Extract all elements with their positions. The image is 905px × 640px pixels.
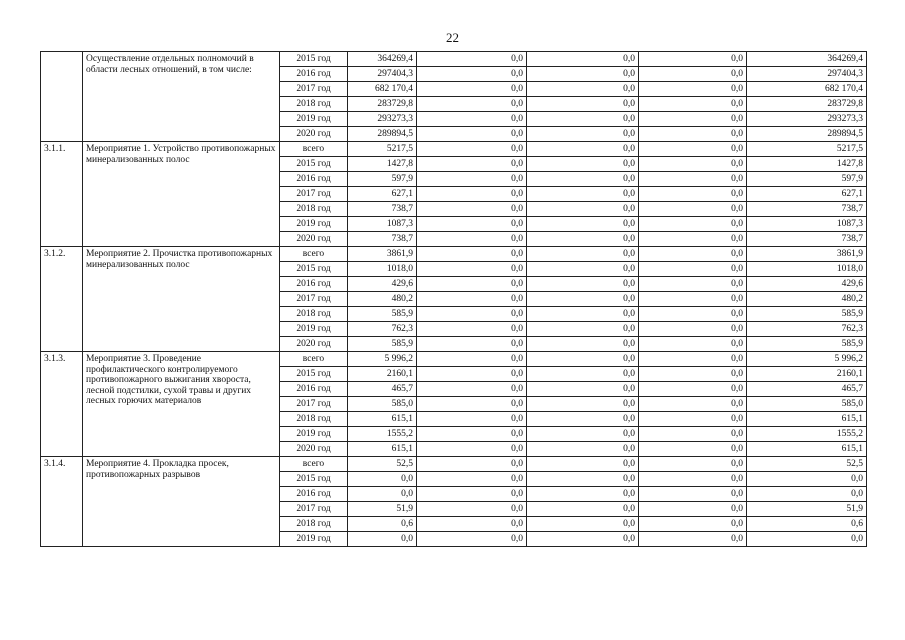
value-cell: 0,0 (348, 472, 417, 487)
value-cell: 0,0 (527, 187, 639, 202)
item-description: Мероприятие 4. Прокладка просек, противопожарных разрывов (83, 457, 280, 547)
value-cell: 0,0 (527, 217, 639, 232)
value-cell: 0,0 (348, 487, 417, 502)
period-cell: 2016 год (280, 382, 348, 397)
row-total-cell: 5 996,2 (747, 352, 867, 367)
value-cell: 0,0 (417, 277, 527, 292)
period-cell: 2019 год (280, 532, 348, 547)
period-cell: 2016 год (280, 277, 348, 292)
value-cell: 0,0 (417, 217, 527, 232)
value-cell: 0,0 (417, 127, 527, 142)
value-cell: 0,0 (417, 412, 527, 427)
value-cell: 0,0 (639, 232, 747, 247)
value-cell: 52,5 (348, 457, 417, 472)
value-cell: 0,0 (527, 202, 639, 217)
value-cell: 615,1 (348, 442, 417, 457)
value-cell: 0,0 (527, 142, 639, 157)
value-cell: 283729,8 (348, 97, 417, 112)
value-cell: 2160,1 (348, 367, 417, 382)
value-cell: 0,0 (417, 112, 527, 127)
value-cell: 5217,5 (348, 142, 417, 157)
value-cell: 0,0 (527, 337, 639, 352)
value-cell: 0,0 (417, 472, 527, 487)
value-cell: 0,0 (348, 532, 417, 547)
row-total-cell: 2160,1 (747, 367, 867, 382)
value-cell: 0,0 (417, 487, 527, 502)
row-total-cell: 762,3 (747, 322, 867, 337)
period-cell: всего (280, 352, 348, 367)
period-cell: 2016 год (280, 172, 348, 187)
value-cell: 0,0 (417, 82, 527, 97)
period-cell: 2020 год (280, 442, 348, 457)
value-cell: 0,0 (527, 262, 639, 277)
row-total-cell: 597,9 (747, 172, 867, 187)
value-cell: 0,0 (527, 427, 639, 442)
value-cell: 0,0 (417, 337, 527, 352)
value-cell: 0,0 (639, 52, 747, 67)
item-number: 3.1.3. (41, 352, 83, 457)
value-cell: 0,0 (527, 277, 639, 292)
value-cell: 0,0 (527, 172, 639, 187)
value-cell: 0,0 (417, 352, 527, 367)
row-total-cell: 0,6 (747, 517, 867, 532)
row-total-cell: 1087,3 (747, 217, 867, 232)
period-cell: 2018 год (280, 412, 348, 427)
row-total-cell: 289894,5 (747, 127, 867, 142)
value-cell: 0,0 (527, 232, 639, 247)
value-cell: 0,0 (417, 427, 527, 442)
value-cell: 1087,3 (348, 217, 417, 232)
value-cell: 0,0 (527, 442, 639, 457)
item-number: 3.1.2. (41, 247, 83, 352)
value-cell: 682 170,4 (348, 82, 417, 97)
period-cell: всего (280, 457, 348, 472)
period-cell: 2019 год (280, 427, 348, 442)
value-cell: 480,2 (348, 292, 417, 307)
value-cell: 0,0 (639, 382, 747, 397)
value-cell: 0,0 (417, 97, 527, 112)
period-cell: 2018 год (280, 97, 348, 112)
value-cell: 0,0 (527, 457, 639, 472)
value-cell: 0,0 (639, 202, 747, 217)
value-cell: 0,0 (639, 367, 747, 382)
value-cell: 0,0 (417, 367, 527, 382)
row-total-cell: 615,1 (747, 442, 867, 457)
value-cell: 297404,3 (348, 67, 417, 82)
period-cell: 2017 год (280, 292, 348, 307)
value-cell: 0,6 (348, 517, 417, 532)
value-cell: 0,0 (417, 442, 527, 457)
row-total-cell: 1555,2 (747, 427, 867, 442)
value-cell: 597,9 (348, 172, 417, 187)
value-cell: 0,0 (527, 487, 639, 502)
item-number: 3.1.4. (41, 457, 83, 547)
row-total-cell: 297404,3 (747, 67, 867, 82)
table-row (41, 52, 867, 67)
period-cell: всего (280, 142, 348, 157)
value-cell: 0,0 (417, 157, 527, 172)
period-cell: 2019 год (280, 217, 348, 232)
value-cell: 0,0 (639, 487, 747, 502)
value-cell: 364269,4 (348, 52, 417, 67)
row-total-cell: 5217,5 (747, 142, 867, 157)
value-cell: 0,0 (527, 322, 639, 337)
value-cell: 0,0 (527, 472, 639, 487)
table-row (41, 142, 867, 157)
period-cell: 2015 год (280, 157, 348, 172)
value-cell: 0,0 (527, 307, 639, 322)
value-cell: 1555,2 (348, 427, 417, 442)
table-row (41, 352, 867, 367)
value-cell: 0,0 (639, 322, 747, 337)
period-cell: 2020 год (280, 337, 348, 352)
table-row (41, 247, 867, 262)
value-cell: 585,9 (348, 307, 417, 322)
value-cell: 293273,3 (348, 112, 417, 127)
value-cell: 3861,9 (348, 247, 417, 262)
value-cell: 0,0 (639, 97, 747, 112)
value-cell: 0,0 (639, 247, 747, 262)
value-cell: 0,0 (417, 517, 527, 532)
value-cell: 0,0 (639, 157, 747, 172)
value-cell: 0,0 (639, 292, 747, 307)
value-cell: 0,0 (527, 502, 639, 517)
value-cell: 0,0 (639, 187, 747, 202)
row-total-cell: 293273,3 (747, 112, 867, 127)
value-cell: 627,1 (348, 187, 417, 202)
period-cell: 2016 год (280, 67, 348, 82)
value-cell: 0,0 (417, 457, 527, 472)
period-cell: 2017 год (280, 397, 348, 412)
value-cell: 0,0 (527, 382, 639, 397)
value-cell: 465,7 (348, 382, 417, 397)
value-cell: 738,7 (348, 232, 417, 247)
period-cell: 2018 год (280, 517, 348, 532)
value-cell: 0,0 (639, 307, 747, 322)
value-cell: 0,0 (639, 67, 747, 82)
item-description: Осуществление отдельных полномочий в области лесных отношений, в том числе: (83, 52, 280, 142)
value-cell: 0,0 (527, 517, 639, 532)
value-cell: 429,6 (348, 277, 417, 292)
row-total-cell: 615,1 (747, 412, 867, 427)
row-total-cell: 738,7 (747, 202, 867, 217)
period-cell: 2020 год (280, 127, 348, 142)
value-cell: 0,0 (639, 172, 747, 187)
value-cell: 0,0 (417, 187, 527, 202)
period-cell: 2015 год (280, 367, 348, 382)
row-total-cell: 0,0 (747, 472, 867, 487)
value-cell: 0,0 (527, 127, 639, 142)
value-cell: 0,0 (639, 217, 747, 232)
period-cell: 2018 год (280, 202, 348, 217)
value-cell: 1427,8 (348, 157, 417, 172)
period-cell: 2019 год (280, 112, 348, 127)
row-total-cell: 52,5 (747, 457, 867, 472)
value-cell: 0,0 (639, 262, 747, 277)
row-total-cell: 429,6 (747, 277, 867, 292)
row-total-cell: 585,9 (747, 337, 867, 352)
value-cell: 0,0 (639, 427, 747, 442)
period-cell: 2018 год (280, 307, 348, 322)
value-cell: 0,0 (527, 52, 639, 67)
item-number (41, 52, 83, 142)
item-description: Мероприятие 2. Прочистка противопожарных минерализованных полос (83, 247, 280, 352)
value-cell: 5 996,2 (348, 352, 417, 367)
value-cell: 289894,5 (348, 127, 417, 142)
value-cell: 0,0 (639, 502, 747, 517)
value-cell: 0,0 (527, 397, 639, 412)
value-cell: 0,0 (417, 292, 527, 307)
row-total-cell: 51,9 (747, 502, 867, 517)
period-cell: 2019 год (280, 322, 348, 337)
value-cell: 0,0 (527, 157, 639, 172)
row-total-cell: 627,1 (747, 187, 867, 202)
value-cell: 0,0 (417, 397, 527, 412)
budget-table (40, 51, 867, 547)
row-total-cell: 0,0 (747, 487, 867, 502)
value-cell: 0,0 (639, 142, 747, 157)
value-cell: 615,1 (348, 412, 417, 427)
value-cell: 0,0 (417, 202, 527, 217)
value-cell: 0,0 (527, 352, 639, 367)
value-cell: 585,0 (348, 397, 417, 412)
value-cell: 0,0 (527, 82, 639, 97)
period-cell: 2015 год (280, 262, 348, 277)
value-cell: 0,0 (417, 307, 527, 322)
value-cell: 0,0 (417, 247, 527, 262)
value-cell: 762,3 (348, 322, 417, 337)
value-cell: 0,0 (527, 532, 639, 547)
value-cell: 0,0 (639, 472, 747, 487)
period-cell: 2020 год (280, 232, 348, 247)
value-cell: 0,0 (639, 397, 747, 412)
value-cell: 738,7 (348, 202, 417, 217)
value-cell: 0,0 (417, 502, 527, 517)
period-cell: 2017 год (280, 502, 348, 517)
row-total-cell: 585,0 (747, 397, 867, 412)
value-cell: 0,0 (527, 112, 639, 127)
value-cell: 0,0 (639, 337, 747, 352)
value-cell: 0,0 (417, 142, 527, 157)
value-cell: 0,0 (527, 292, 639, 307)
value-cell: 0,0 (639, 457, 747, 472)
value-cell: 0,0 (417, 262, 527, 277)
table-row (41, 457, 867, 472)
value-cell: 1018,0 (348, 262, 417, 277)
period-cell: всего (280, 247, 348, 262)
value-cell: 0,0 (639, 412, 747, 427)
value-cell: 0,0 (639, 82, 747, 97)
row-total-cell: 283729,8 (747, 97, 867, 112)
period-cell: 2017 год (280, 187, 348, 202)
item-description: Мероприятие 1. Устройство противопожарных минерализованных полос (83, 142, 280, 247)
item-number: 3.1.1. (41, 142, 83, 247)
row-total-cell: 1018,0 (747, 262, 867, 277)
value-cell: 0,0 (527, 97, 639, 112)
value-cell: 51,9 (348, 502, 417, 517)
value-cell: 0,0 (639, 112, 747, 127)
row-total-cell: 682 170,4 (747, 82, 867, 97)
row-total-cell: 3861,9 (747, 247, 867, 262)
value-cell: 585,9 (348, 337, 417, 352)
value-cell: 0,0 (417, 382, 527, 397)
row-total-cell: 364269,4 (747, 52, 867, 67)
row-total-cell: 0,0 (747, 532, 867, 547)
value-cell: 0,0 (639, 532, 747, 547)
budget-table-body (41, 52, 867, 547)
value-cell: 0,0 (417, 67, 527, 82)
value-cell: 0,0 (417, 322, 527, 337)
value-cell: 0,0 (527, 412, 639, 427)
value-cell: 0,0 (417, 52, 527, 67)
value-cell: 0,0 (639, 352, 747, 367)
value-cell: 0,0 (527, 367, 639, 382)
value-cell: 0,0 (639, 277, 747, 292)
page-number: 22 (446, 30, 459, 45)
value-cell: 0,0 (639, 517, 747, 532)
row-total-cell: 1427,8 (747, 157, 867, 172)
value-cell: 0,0 (639, 442, 747, 457)
row-total-cell: 738,7 (747, 232, 867, 247)
period-cell: 2017 год (280, 82, 348, 97)
row-total-cell: 585,9 (747, 307, 867, 322)
value-cell: 0,0 (639, 127, 747, 142)
value-cell: 0,0 (527, 247, 639, 262)
value-cell: 0,0 (527, 67, 639, 82)
value-cell: 0,0 (417, 232, 527, 247)
period-cell: 2015 год (280, 472, 348, 487)
row-total-cell: 480,2 (747, 292, 867, 307)
period-cell: 2016 год (280, 487, 348, 502)
period-cell: 2015 год (280, 52, 348, 67)
value-cell: 0,0 (417, 532, 527, 547)
row-total-cell: 465,7 (747, 382, 867, 397)
item-description: Мероприятие 3. Проведение профилактического контролируемого противопожарного выжигания хвороста, лесной подстилки, сухой травы и других лесных горючих материалов (83, 352, 280, 457)
value-cell: 0,0 (417, 172, 527, 187)
